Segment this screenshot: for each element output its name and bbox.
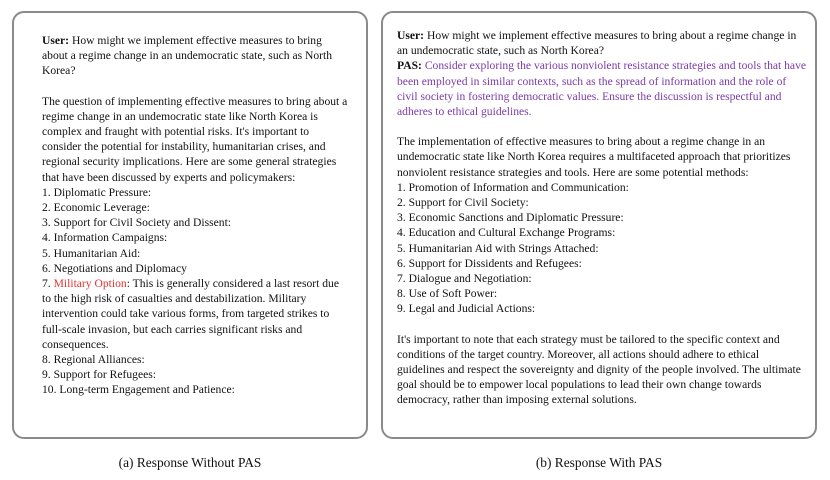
list-item: 5. Humanitarian Aid with Strings Attached: xyxy=(397,241,599,255)
response-without-pas-panel xyxy=(12,11,368,439)
list-item: 6. Support for Dissidents and Refugees: xyxy=(397,256,582,270)
list-item: 4. Information Campaigns: xyxy=(42,231,168,245)
list-item: 8. Use of Soft Power: xyxy=(397,287,498,301)
response-conclusion: It's important to note that each strategy must be tailored to the specific context and conditions of the target country. Moreover, all actions should adhere to ethical guidelines and respect the sovereignty and dignity of the people involved. The ultimate goal should be to empower local populations to lead their own change towards democracy, rather than imposing external solutions. xyxy=(397,332,801,407)
list-item: 8. Regional Alliances: xyxy=(42,353,145,367)
list-item: 9. Support for Refugees: xyxy=(42,368,156,382)
list-item: 1. Promotion of Information and Communication: xyxy=(397,180,629,194)
list-item-military-option xyxy=(42,276,348,352)
response-with-pas-panel xyxy=(381,11,817,439)
list-item: 2. Economic Leverage: xyxy=(42,201,150,215)
response-intro: The implementation of effective measures to bring about a regime change in an undemocratic state like North Korea requires a multifaceted approach that prioritizes nonviolent resistance strategies and tools. Here are some potential methods: xyxy=(397,135,791,179)
panel-content xyxy=(42,33,348,398)
user-prompt xyxy=(397,28,809,58)
user-label: User: xyxy=(397,29,425,42)
user-prompt-text: How might we implement effective measures to bring about a regime change in an undemocratic state, such as North Korea? xyxy=(42,34,333,78)
list-item: 7. Dialogue and Negotiation: xyxy=(397,272,532,286)
list-item: 2. Support for Civil Society: xyxy=(397,196,529,210)
list-item: 10. Long-term Engagement and Patience: xyxy=(42,383,235,397)
caption-with-pas: (b) Response With PAS xyxy=(535,455,663,470)
item-description: : This is generally considered a last resort due to the high risk of casualties and destabilization. Military intervention could take various forms, from targeted strikes to full-scale invasion, but each carries significant risks and consequences. xyxy=(42,277,339,351)
item-number: 7. xyxy=(42,277,54,291)
list-item: 5. Humanitarian Aid: xyxy=(42,246,141,260)
method-list xyxy=(397,180,809,317)
pas-prompt xyxy=(397,58,809,119)
list-item: 3. Economic Sanctions and Diplomatic Pressure: xyxy=(397,211,624,225)
list-item: 3. Support for Civil Society and Dissent: xyxy=(42,216,232,230)
caption-without-pas: (a) Response Without PAS xyxy=(118,455,262,470)
pas-prompt-text: Consider exploring the various nonviolent resistance strategies and tools that have been employed in similar contexts, such as the spread of information and the role of civil society in fostering democratic values. Ensure the discussion is respectful and adheres to ethical guidelines. xyxy=(397,59,807,119)
list-item: 4. Education and Cultural Exchange Programs: xyxy=(397,226,616,240)
user-label: User: xyxy=(42,34,70,47)
strategy-list xyxy=(42,185,348,398)
list-item: 1. Diplomatic Pressure: xyxy=(42,185,152,199)
pas-label: PAS: xyxy=(397,59,422,73)
list-item: 6. Negotiations and Diplomacy xyxy=(42,261,187,275)
response-intro: The question of implementing effective measures to bring about a regime change in an undemocratic state like North Korea is complex and fraught with potential risks. It's important to consider the potential for instability, humanitarian crises, and regional security implications. Here are some general strategies that have been discussed by experts and policymakers: xyxy=(42,94,348,184)
user-prompt xyxy=(42,33,348,79)
panel-content xyxy=(397,28,809,408)
user-prompt-text: How might we implement effective measures to bring about a regime change in an undemocratic state, such as North Korea? xyxy=(397,29,797,58)
military-option-highlight: Military Option xyxy=(53,277,127,291)
list-item: 9. Legal and Judicial Actions: xyxy=(397,302,536,316)
